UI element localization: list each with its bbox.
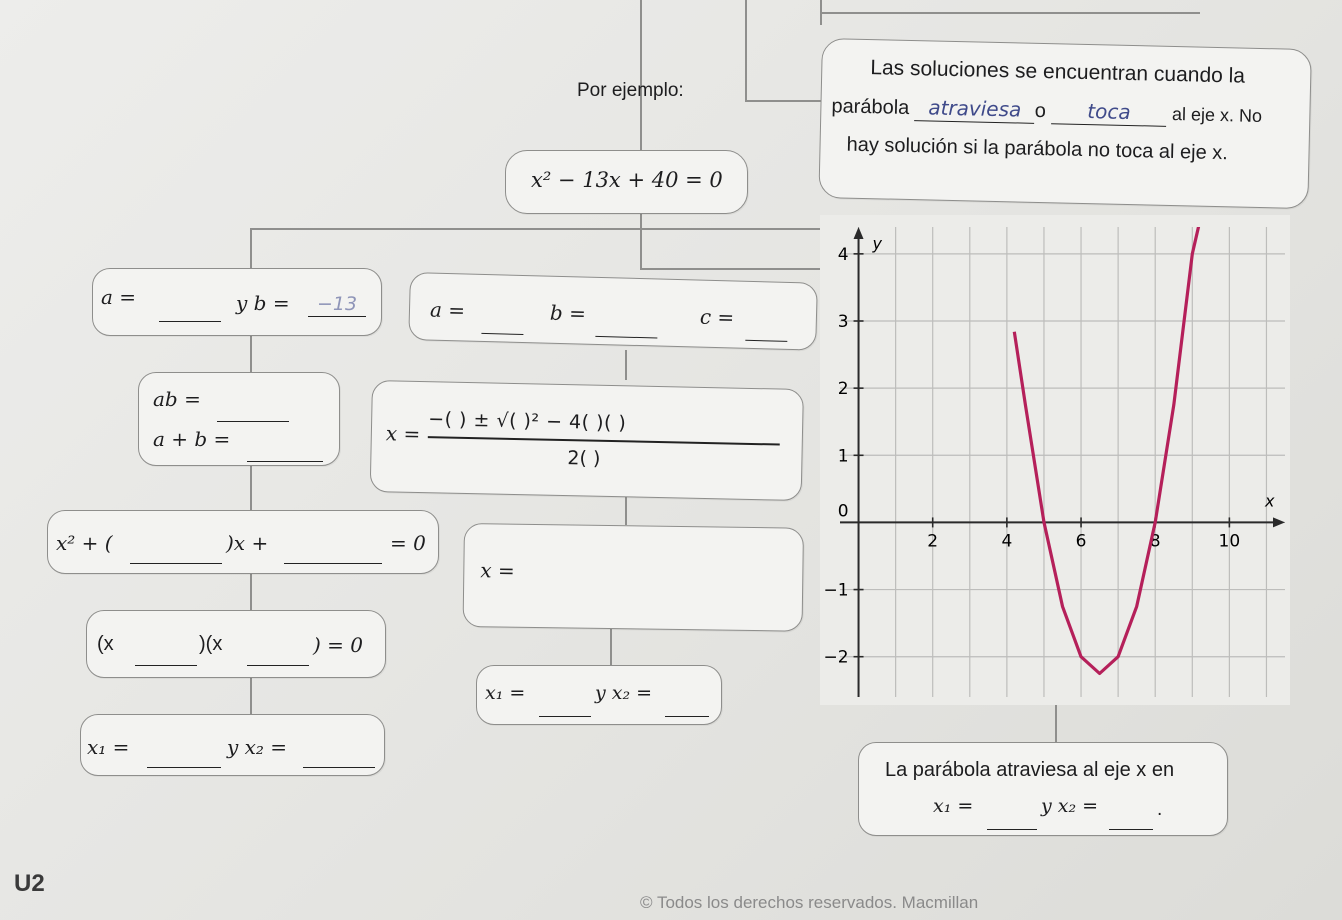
solutions-line-1: Las soluciones se encuentran cuando la (870, 56, 1246, 88)
coef-b-label: b = (549, 300, 587, 326)
formula-denominator: 2( ) (567, 447, 601, 470)
conclusion-line-1: La parábola atraviesa al eje x en (885, 759, 1175, 781)
connector (250, 572, 252, 612)
copyright-text: © Todos los derechos reservados. Macmillan (640, 893, 979, 912)
ab-row-box (92, 268, 382, 336)
parabola-curve (1014, 215, 1237, 674)
left-x2-label: y x₂ = (227, 735, 288, 759)
y-axis-label: y (872, 234, 883, 253)
conclusion-x1-label: x₁ = (933, 795, 974, 817)
blank-left-x2 (303, 755, 375, 773)
blank-a-plus-b (247, 449, 323, 467)
x-result-label: x = (480, 558, 515, 583)
x-tick-label: 4 (1001, 531, 1013, 552)
middle-x2-label: y x₂ = (595, 682, 653, 704)
solutions-word-o: o (1034, 99, 1047, 123)
connector (640, 0, 642, 150)
y-axis-arrow (854, 227, 864, 239)
handwritten-b: −13 (316, 293, 358, 315)
connector (640, 268, 850, 270)
x-tick-label: 10 (1218, 531, 1241, 552)
handwritten-atraviesa: atraviesa (928, 95, 1022, 122)
conclusion-x2-label: y x₂ = (1041, 795, 1099, 817)
blank-middle-x2 (665, 704, 709, 722)
connector (610, 625, 612, 665)
y-tick-label: 4 (837, 244, 849, 265)
formula-x-eq: x = (385, 421, 421, 447)
blank-factor-1 (135, 653, 197, 671)
formula-fraction-bar (428, 436, 780, 445)
connector (1055, 700, 1057, 745)
x-axis-label: x (1265, 491, 1275, 511)
blank-trinomial-b (130, 551, 222, 569)
trinomial-box (47, 510, 439, 574)
connector (625, 495, 627, 525)
trinomial-start: x² + ( (56, 531, 113, 555)
y-tick-label: 3 (837, 312, 849, 332)
blank-coef-b (595, 324, 657, 344)
sum-product-box (138, 372, 340, 466)
example-equation-box (505, 150, 748, 214)
blank-conclusion-x2 (1109, 817, 1153, 835)
connector (250, 465, 252, 515)
connector (820, 12, 1200, 14)
x-tick-label: 2 (927, 531, 939, 552)
label-y-b: y b = (236, 291, 290, 315)
blank-conclusion-x1 (987, 817, 1037, 835)
connector (625, 350, 627, 380)
blank-middle-x1 (539, 704, 591, 722)
connector (640, 210, 642, 270)
coef-c-label: c = (699, 304, 735, 330)
factored-p1: (x (97, 633, 114, 655)
blank-toca (1051, 98, 1167, 127)
label-ab: ab = (153, 387, 201, 411)
solutions-line-2-end: al eje x. No (1171, 103, 1263, 127)
label-a: a = (101, 285, 137, 309)
blank-coef-c (745, 328, 787, 347)
blank-trinomial-c (284, 551, 382, 569)
left-roots-box (80, 714, 385, 776)
x-tick-label: 6 (1075, 531, 1087, 552)
y-tick-label: −2 (823, 647, 849, 668)
handwritten-toca: toca (1087, 99, 1131, 125)
blank-atraviesa (915, 95, 1036, 124)
left-x1-label: x₁ = (87, 735, 130, 759)
connector (250, 675, 252, 715)
solutions-box (818, 38, 1312, 209)
x-axis-arrow (1273, 517, 1285, 527)
blank-a (159, 309, 221, 327)
trinomial-end: = 0 (390, 531, 426, 555)
factored-box (86, 610, 386, 678)
middle-roots-box (476, 665, 722, 725)
coefficients-box (408, 272, 818, 351)
blank-b (308, 293, 366, 317)
conclusion-end: . (1157, 799, 1163, 820)
unit-label: U2 (14, 870, 45, 897)
solutions-parabola-word: parábola (831, 95, 910, 119)
trinomial-mid: )x + (226, 531, 269, 555)
y-tick-label: 2 (837, 379, 849, 400)
example-label: Por ejemplo: (577, 80, 684, 101)
y-tick-label: −1 (823, 580, 849, 601)
example-equation: x² − 13x + 40 = 0 (531, 168, 723, 192)
conclusion-box (858, 742, 1228, 836)
label-a-plus-b: a + b = (153, 427, 231, 451)
solutions-line-2 (831, 93, 1262, 129)
blank-left-x1 (147, 755, 221, 773)
blank-coef-a (481, 321, 523, 340)
factored-p3: ) = 0 (313, 633, 363, 657)
connector (250, 335, 252, 373)
blank-factor-2 (247, 653, 309, 671)
parabola-graph (820, 215, 1290, 705)
x-tick-label: 8 (1149, 531, 1161, 552)
middle-x1-label: x₁ = (485, 682, 526, 704)
solutions-line-3: hay solución si la parábola no toca al eje x. (846, 133, 1229, 165)
connector (250, 228, 252, 268)
connector (745, 0, 747, 100)
formula-numerator: −( ) ± √( )² − 4( )( ) (427, 408, 627, 435)
blank-ab (217, 409, 289, 427)
y-tick-label: 1 (837, 446, 849, 467)
coef-a-label: a = (429, 297, 466, 323)
factored-p2: )(x (199, 633, 223, 655)
x-result-box (463, 523, 804, 632)
origin-label: 0 (837, 501, 849, 522)
graph-panel (820, 215, 1290, 705)
connector (250, 228, 840, 230)
quadratic-formula-box (370, 380, 804, 501)
connector (745, 100, 825, 102)
